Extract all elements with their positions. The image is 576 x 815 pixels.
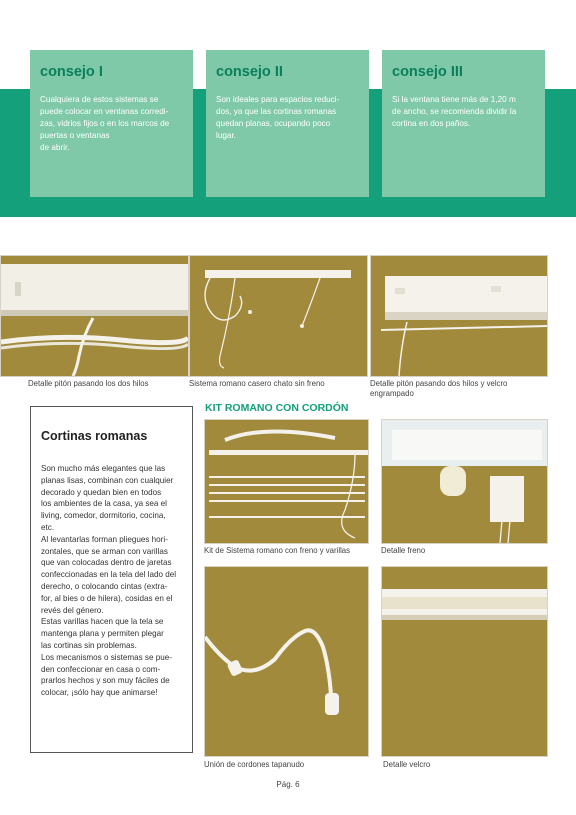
union-cordones-illustration <box>205 567 368 756</box>
tip-card-1 <box>30 50 193 197</box>
photo-union-cordones <box>204 566 369 757</box>
box-body: Son mucho más elegantes que las planas lisas, combinan con cualquier decorado y quedan bien en todos los ambientes de la casa, ya sea el living, comedor, dormitorio, cocina, etc. Al levantarlas forman pliegues hori- zontales, que se arman con varillas que van colocadas dentro de jaretas confeccionadas en la tela del lado del derecho, o colocando cintas (extra- for, al bies o de hilera), cosidas en el revés del género. Estas varillas hacen que la tela se mantenga plana y permiten plegar las cortinas sin problemas. Los mecanismos o sistemas se pue- den confeccionar en casa o com- prarlos hechos y son muy fáciles de colocar, ¡sólo hay que animarse! <box>41 464 176 698</box>
tip-title: consejo II <box>216 64 283 80</box>
detalle-freno-illustration <box>382 420 547 543</box>
tip-title: consejo I <box>40 64 103 80</box>
box-heading: Cortinas romanas <box>41 429 148 443</box>
photo-piton-velcro <box>370 255 548 377</box>
tip-title: consejo III <box>392 64 463 80</box>
photo-kit-sistema <box>204 419 369 544</box>
photo-detalle-velcro <box>381 566 548 757</box>
sistema-chato-illustration <box>190 256 367 376</box>
tip-text: Cualquiera de estos sistemas se puede colocar en ventanas corredi- zas, vidrios fijos o en los marcos de puertas o ventanas de abrir. <box>40 95 170 152</box>
caption-piton: Detalle pitón pasando los dos hilos <box>28 379 149 388</box>
caption-detalle-freno: Detalle freno <box>381 546 426 555</box>
piton-illustration <box>1 256 188 376</box>
caption-kit-sistema: Kit de Sistema romano con freno y varillas <box>204 546 351 555</box>
caption-union-cordones: Unión de cordones tapanudo <box>204 760 305 769</box>
photo-sistema-chato <box>189 255 368 377</box>
caption-piton-velcro: Detalle pitón pasando dos hilos y velcro engrampado <box>370 379 508 398</box>
caption-sistema-chato: Sistema romano casero chato sin freno <box>189 379 325 388</box>
photo-detalle-freno <box>381 419 548 544</box>
tip-card-3 <box>382 50 545 197</box>
tip-text: Si la ventana tiene más de 1,20 m de ancho, se recomienda dividir la cortina en dos paños. <box>392 95 517 128</box>
tip-text: Son ideales para espacios reduci- dos, ya que las cortinas romanas quedan planas, ocupando poco lugar. <box>216 95 340 140</box>
photo-piton-detail <box>0 255 189 377</box>
kit-title: KIT ROMANO CON CORDÓN <box>205 402 349 414</box>
detalle-velcro-illustration <box>382 567 547 756</box>
cortinas-romanas-box <box>30 406 193 753</box>
tip-card-2 <box>206 50 369 197</box>
page-number: Pág. 6 <box>276 780 300 789</box>
kit-sistema-illustration <box>205 420 368 543</box>
caption-detalle-velcro: Detalle velcro <box>383 760 431 769</box>
piton-velcro-illustration <box>371 256 547 376</box>
